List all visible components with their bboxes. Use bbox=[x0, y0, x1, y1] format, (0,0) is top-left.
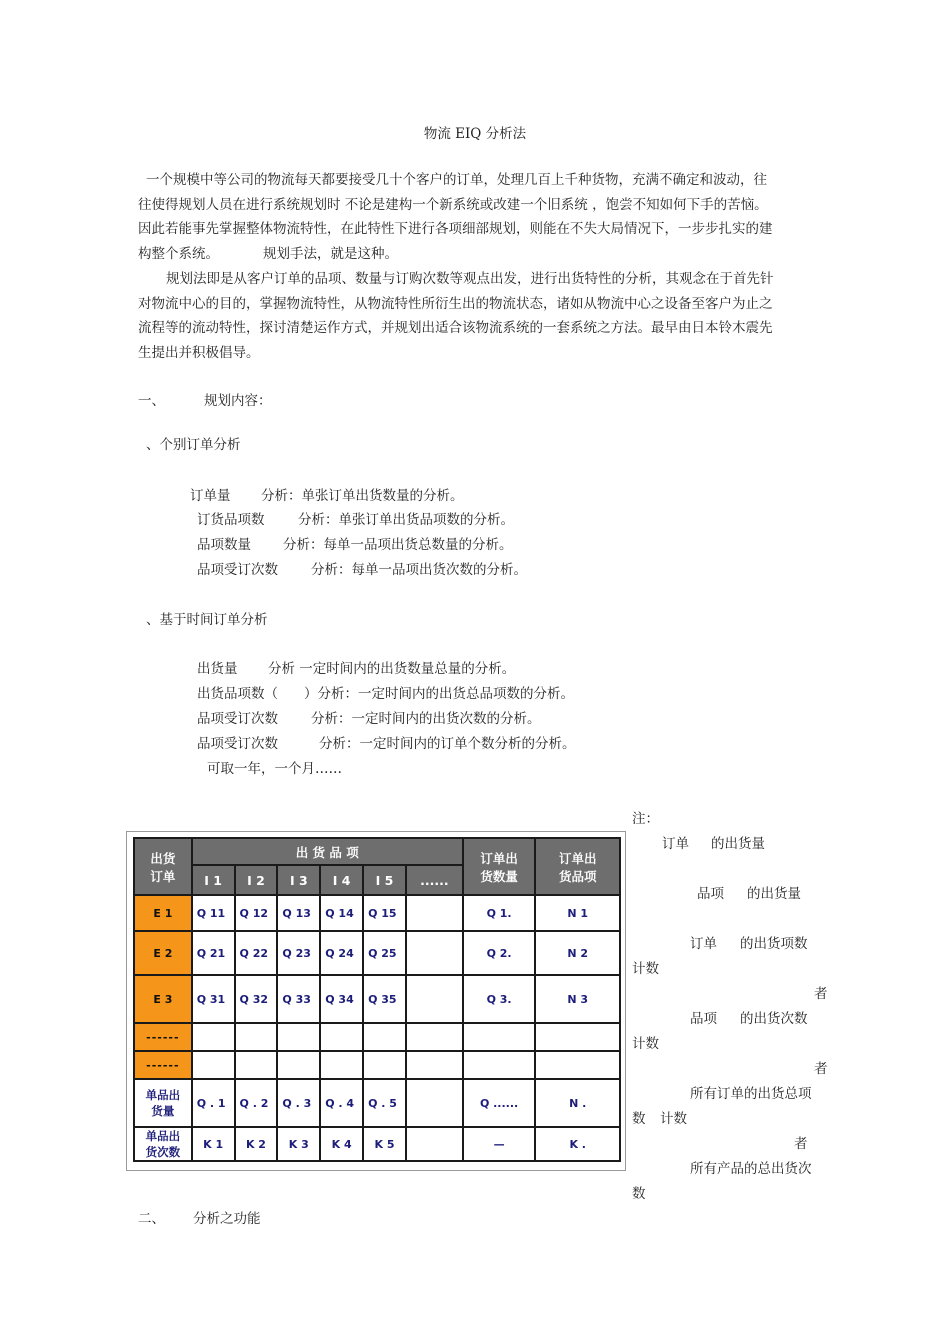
intro-paragraph bbox=[138, 168, 813, 266]
order-qty-cell: Q 2. bbox=[463, 931, 536, 975]
note-text: 品项 bbox=[690, 1011, 717, 1027]
note-text: 者 bbox=[814, 986, 828, 1002]
item-qty-label: 单品出 货量 bbox=[134, 1079, 192, 1127]
note-text: 计数 bbox=[632, 1036, 659, 1052]
table-cell: Q 25 bbox=[363, 931, 406, 975]
table-cell: Q 13 bbox=[277, 895, 320, 931]
note-text: 数 bbox=[632, 1111, 646, 1127]
note-text: 者 bbox=[814, 1061, 828, 1077]
item-header-more: ...... bbox=[406, 865, 463, 895]
analysis-item-desc: 分析：一定时间内的出货次数的分析。 bbox=[311, 711, 541, 727]
method-line: 生提出并积极倡导。 bbox=[138, 344, 260, 361]
item-header: I 4 bbox=[320, 865, 363, 895]
intro-line: 因此若能事先掌握整体物流特性，在此特性下进行各项细部规划，则能在不失大局情况下，一步步扎实的建 bbox=[138, 221, 773, 237]
note-text: 计数 bbox=[632, 961, 659, 977]
table-cell bbox=[406, 1079, 463, 1127]
item-count-label: 单品出 货次数 bbox=[134, 1127, 192, 1161]
analysis-item-name: 出货量 bbox=[197, 661, 238, 677]
order-items-cell: N 1 bbox=[535, 895, 620, 931]
table-cell: Q 35 bbox=[363, 975, 406, 1023]
order-label-more: ------ bbox=[134, 1051, 192, 1079]
item-qty-cell: Q . 2 bbox=[235, 1079, 278, 1127]
table-cell: Q 22 bbox=[235, 931, 278, 975]
order-label: E 3 bbox=[134, 975, 192, 1023]
analysis-item-desc: 分析：每单一品项出货次数的分析。 bbox=[311, 562, 527, 578]
order-qty-cell: Q 3. bbox=[463, 975, 536, 1023]
analysis-item-name: 品项受订次数 bbox=[197, 736, 278, 752]
analysis-item-name: 出货品项数（ bbox=[197, 686, 278, 702]
order-items-cell: N 3 bbox=[535, 975, 620, 1023]
table-cell bbox=[406, 895, 463, 931]
analysis-item-name: 订货品项数 bbox=[197, 512, 265, 528]
page-title: 物流 EIQ 分析法 bbox=[423, 126, 527, 142]
analysis-item-name: 品项受订次数 bbox=[197, 562, 278, 578]
item-header: I 3 bbox=[277, 865, 320, 895]
subsection-2-heading: 、基于时间订单分析 bbox=[146, 612, 268, 628]
order-qty-header: 订单出 货数量 bbox=[463, 838, 536, 895]
method-line: 规划法即是从客户订单的品项、数量与订购次数等观点出发，进行出货特性的分析，其观念在于首先针 bbox=[166, 271, 774, 287]
subsection-1-heading: 、个别订单分析 bbox=[146, 437, 241, 453]
table-cell bbox=[406, 1127, 463, 1161]
total-items-cell: N . bbox=[535, 1079, 620, 1127]
table-cell: Q 34 bbox=[320, 975, 363, 1023]
note-text: 数 bbox=[632, 1186, 646, 1202]
item-qty-cell: Q . 1 bbox=[192, 1079, 235, 1127]
intro-line: 一个规模中等公司的物流每天都要接受几十个客户的订单，处理几百上千种货物，充满不确定和波动，往 bbox=[146, 172, 767, 188]
order-qty-cell: Q 1. bbox=[463, 895, 536, 931]
item-count-cell: K 1 bbox=[192, 1127, 235, 1161]
table-cell: Q 11 bbox=[192, 895, 235, 931]
item-header: I 1 bbox=[192, 865, 235, 895]
table-cell: Q 15 bbox=[363, 895, 406, 931]
section-1-heading: 规划内容： bbox=[204, 393, 272, 409]
item-header: I 5 bbox=[363, 865, 406, 895]
section-2-heading: 分析之功能 bbox=[193, 1211, 261, 1227]
order-label: E 2 bbox=[134, 931, 192, 975]
note-text: 的出货量 bbox=[747, 886, 801, 902]
eiq-table bbox=[133, 837, 621, 1162]
method-line: 流程等的流动特性，探讨清楚运作方式，并规划出适合该物流系统的一套系统之方法。最早由日本铃木震先 bbox=[138, 320, 773, 336]
table-cell: Q 23 bbox=[277, 931, 320, 975]
analysis-item-name: 品项受订次数 bbox=[197, 711, 278, 727]
section-2-number: 二、 bbox=[138, 1211, 165, 1227]
analysis-item-desc: 分析：每单一品项出货总数量的分析。 bbox=[283, 537, 513, 553]
note-text: 者 bbox=[794, 1136, 808, 1152]
item-count-cell: K 3 bbox=[277, 1127, 320, 1161]
method-line: 对物流中心的目的，掌握物流特性，从物流特性所衍生出的物流状态，诸如从物流中心之设备至客户为止之 bbox=[138, 295, 773, 312]
total-count-cell: K . bbox=[535, 1127, 620, 1161]
item-count-cell: K 5 bbox=[363, 1127, 406, 1161]
table-cell: Q 32 bbox=[235, 975, 278, 1023]
order-items-header: 订单出 货品项 bbox=[535, 838, 620, 895]
eiq-table-figure bbox=[126, 831, 626, 1171]
item-count-cell: K 2 bbox=[235, 1127, 278, 1161]
items-group-header: 出 货 品 项 bbox=[192, 838, 463, 865]
item-qty-cell: Q . 4 bbox=[320, 1079, 363, 1127]
note-text: 的出货量 bbox=[711, 836, 765, 852]
item-qty-cell: Q . 3 bbox=[277, 1079, 320, 1127]
analysis-item-desc: ）分析：一定时间内的出货总品项数的分析。 bbox=[304, 686, 574, 702]
note-text: 的出货项数 bbox=[740, 936, 808, 952]
table-cell bbox=[406, 975, 463, 1023]
note-text: 订单 bbox=[662, 836, 689, 852]
note-text: 所有产品的总出货次 bbox=[690, 1161, 812, 1177]
section-1-number: 一、 bbox=[138, 393, 165, 409]
table-cell bbox=[406, 931, 463, 975]
note-text: 计数 bbox=[660, 1111, 687, 1127]
table-cell: Q 14 bbox=[320, 895, 363, 931]
intro-line: 往使得规划人员在进行系统规划时 不论是建构一个新系统或改建一个旧系统 ，饱尝不知如何下手的苦恼。 bbox=[138, 196, 768, 213]
time-range-note: 可取一年，一个月…… bbox=[207, 761, 342, 777]
intro-line: 构整个系统。 规划手法，就是这种。 bbox=[138, 245, 398, 262]
order-items-cell: N 2 bbox=[535, 931, 620, 975]
analysis-item-name: 品项数量 bbox=[197, 537, 251, 553]
item-count-cell: K 4 bbox=[320, 1127, 363, 1161]
item-qty-cell: Q . 5 bbox=[363, 1079, 406, 1127]
notes-heading: 注： bbox=[632, 811, 659, 827]
table-cell: Q 21 bbox=[192, 931, 235, 975]
total-qty-cell: Q ...... bbox=[463, 1079, 536, 1127]
total-count-dash: — bbox=[463, 1127, 536, 1161]
corner-header: 出货 订单 bbox=[134, 838, 192, 895]
analysis-item-desc: 分析：单张订单出货数量的分析。 bbox=[261, 488, 464, 504]
note-text: 订单 bbox=[690, 936, 717, 952]
note-text: 品项 bbox=[697, 886, 724, 902]
table-cell: Q 33 bbox=[277, 975, 320, 1023]
analysis-item-desc: 分析：一定时间内的订单个数分析的分析。 bbox=[319, 736, 576, 752]
analysis-item-desc: 分析 一定时间内的出货数量总量的分析。 bbox=[268, 661, 516, 677]
table-cell: Q 12 bbox=[235, 895, 278, 931]
note-text: 的出货次数 bbox=[740, 1011, 808, 1027]
note-text: 所有订单的出货总项 bbox=[690, 1086, 812, 1102]
method-paragraph bbox=[138, 267, 813, 365]
analysis-item-desc: 分析：单张订单出货品项数的分析。 bbox=[298, 512, 514, 528]
item-header: I 2 bbox=[235, 865, 278, 895]
table-cell: Q 24 bbox=[320, 931, 363, 975]
analysis-item-name: 订单量 bbox=[190, 488, 231, 504]
order-label: E 1 bbox=[134, 895, 192, 931]
order-label-more: ------ bbox=[134, 1023, 192, 1051]
table-cell: Q 31 bbox=[192, 975, 235, 1023]
